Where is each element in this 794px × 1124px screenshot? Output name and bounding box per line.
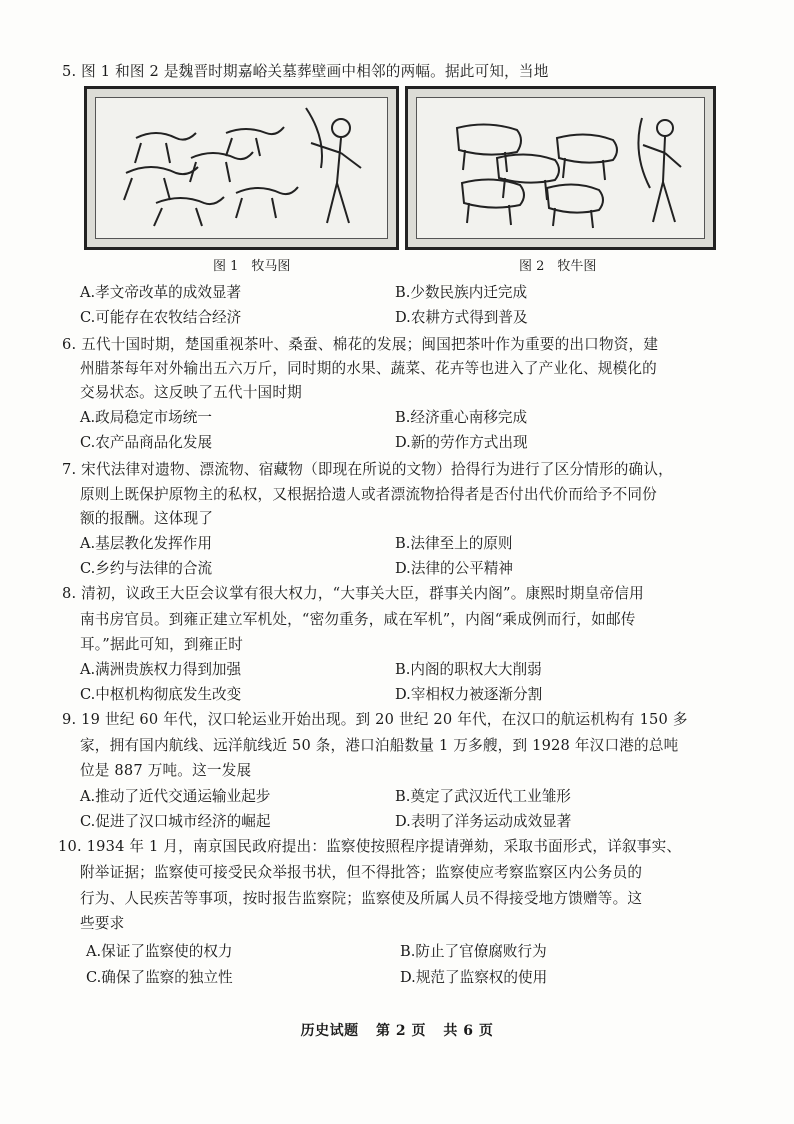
q10-option-c[interactable]: C.确保了监察的独立性 — [86, 969, 233, 986]
q6-option-a[interactable]: A.政局稳定市场统一 — [80, 409, 212, 426]
q8-option-c[interactable]: C.中枢机构彻底发生改变 — [80, 686, 242, 703]
q9-stem-line-1: 9. 19 世纪 60 年代，汉口轮运业开始出现。到 20 世纪 20 年代，在汉口的航运机构有 150 多 — [62, 711, 688, 728]
q6-option-d[interactable]: D.新的劳作方式出现 — [395, 434, 528, 451]
q7-option-c[interactable]: C.乡约与法律的合流 — [80, 560, 213, 577]
q7-option-b[interactable]: B.法律至上的原则 — [395, 535, 513, 552]
q8-option-b[interactable]: B.内阁的职权大大削弱 — [395, 661, 542, 678]
q8-stem-line-2: 南书房官员。到雍正建立军机处，“密勿重务，咸在军机”，内阁“乘成例而行，如邮传 — [80, 611, 636, 628]
q7-option-d[interactable]: D.法律的公平精神 — [395, 560, 513, 577]
q6-stem-line-2: 州腊茶每年对外输出五六万斤，同时期的水果、蔬菜、花卉等也进入了产业化、规模化的 — [80, 360, 657, 377]
page-footer — [0, 1020, 794, 1040]
q5-stem: 5. 图 1 和图 2 是魏晋时期嘉峪关墓葬壁画中相邻的两幅。据此可知，当地 — [62, 63, 549, 80]
cattle-herding-drawing — [417, 98, 710, 244]
q9-stem-line-3: 位是 887 万吨。这一发展 — [80, 762, 252, 779]
footer-page-number: 第 2 页 — [376, 1023, 426, 1039]
q10-option-b[interactable]: B.防止了官僚腐败行为 — [400, 943, 547, 960]
q5-option-c[interactable]: C.可能存在农牧结合经济 — [80, 309, 242, 326]
footer-total-pages: 共 6 页 — [443, 1023, 494, 1039]
q7-option-a[interactable]: A.基层教化发挥作用 — [80, 535, 212, 552]
q9-stem-line-2: 家，拥有国内航线、远洋航线近 50 条，港口泊船数量 1 万多艘，到 1928 年汉口港的总吨 — [80, 737, 679, 754]
q8-option-a[interactable]: A.满洲贵族权力得到加强 — [80, 661, 242, 678]
fig1-caption: 图 1 牧马图 — [213, 259, 291, 274]
fig2-caption: 图 2 牧牛图 — [519, 259, 597, 274]
q9-option-a[interactable]: A.推动了近代交通运输业起步 — [80, 788, 271, 805]
q9-option-c[interactable]: C.促进了汉口城市经济的崛起 — [80, 813, 271, 830]
q8-stem-line-1: 8. 清初，议政王大臣会议掌有很大权力，“大事关大臣，群事关内阁”。康熙时期皇帝信用 — [62, 585, 644, 602]
q5-option-b[interactable]: B.少数民族内迁完成 — [395, 284, 528, 301]
q9-option-b[interactable]: B.奠定了武汉近代工业雏形 — [395, 788, 571, 805]
q10-option-d[interactable]: D.规范了监察权的使用 — [400, 969, 548, 986]
q9-option-d[interactable]: D.表明了洋务运动成效显著 — [395, 813, 572, 830]
q8-option-d[interactable]: D.宰相权力被逐渐分割 — [395, 686, 543, 703]
q10-option-a[interactable]: A.保证了监察使的权力 — [86, 943, 233, 960]
horse-herding-drawing — [96, 98, 393, 244]
q10-stem-line-2: 附举证据；监察使可接受民众举报书状，但不得批答；监察使应考察监察区内公务员的 — [80, 864, 643, 881]
q10-stem-line-4: 些要求 — [80, 915, 125, 932]
q10-stem-line-3: 行为、人民疾苦等事项，按时报告监察院；监察使及所属人员不得接受地方馈赠等。这 — [80, 890, 643, 907]
fig2-cattle-herding-mural — [405, 86, 716, 250]
q5-option-a[interactable]: A.孝文帝改革的成效显著 — [80, 284, 242, 301]
q6-stem-line-1: 6. 五代十国时期，楚国重视茶叶、桑蚕、棉花的发展；闽国把茶叶作为重要的出口物资，建 — [62, 336, 659, 353]
footer-subject: 历史试题 — [300, 1023, 359, 1039]
q6-option-c[interactable]: C.农产品商品化发展 — [80, 434, 213, 451]
q7-stem-line-1: 7. 宋代法律对遗物、漂流物、宿藏物（即现在所说的文物）拾得行为进行了区分情形的确认， — [62, 461, 673, 478]
q6-stem-line-3: 交易状态。这反映了五代十国时期 — [80, 384, 302, 401]
q7-stem-line-2: 原则上既保护原物主的私权，又根据拾遗人或者漂流物拾得者是否付出代价而给予不同份 — [80, 486, 657, 503]
q5-option-d[interactable]: D.农耕方式得到普及 — [395, 309, 528, 326]
q6-option-b[interactable]: B.经济重心南移完成 — [395, 409, 528, 426]
q10-stem-line-1: 10. 1934 年 1 月，南京国民政府提出：监察使按照程序提请弹劾，采取书面形式，详叙事实、 — [58, 838, 682, 855]
fig1-horse-herding-mural — [84, 86, 399, 250]
q7-stem-line-3: 额的报酬。这体现了 — [80, 510, 214, 527]
q8-stem-line-3: 耳。”据此可知，到雍正时 — [80, 636, 244, 653]
